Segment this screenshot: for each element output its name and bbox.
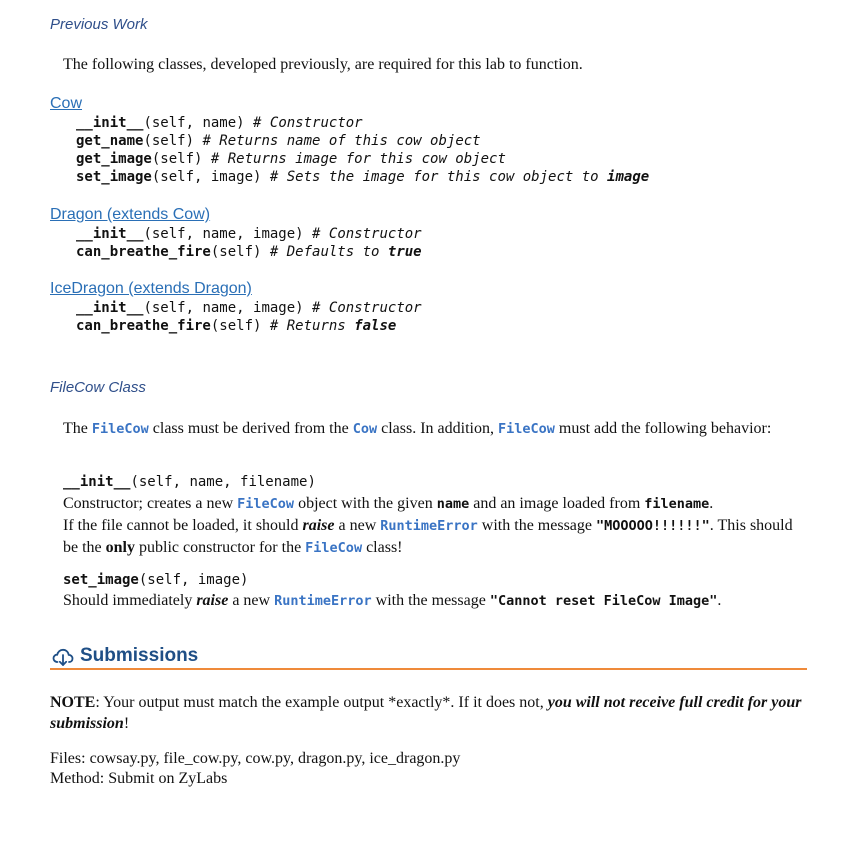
text: must add the following behavior: <box>558 420 772 437</box>
class-title-dragon: Dragon (extends Cow) <box>50 206 211 223</box>
code-cow: Cow <box>352 421 378 437</box>
method-args: (self, name, filename) <box>130 474 316 490</box>
method-name: can_breathe_fire <box>76 244 211 260</box>
text: . <box>709 495 714 512</box>
method-comment: # Constructor <box>312 226 422 242</box>
text: If the file cannot be loaded, it should <box>63 517 299 534</box>
text: and an image loaded from <box>473 495 641 512</box>
submissions-heading: Submissions <box>80 645 199 666</box>
method-args: (self, image) <box>138 572 249 588</box>
filecow-intro-paragraph <box>63 418 807 440</box>
method-comment: # Returns name of this cow object <box>202 133 481 149</box>
method-args: (self) <box>143 133 195 149</box>
method-comment: # Returns image for this cow object <box>210 151 506 167</box>
code-name: name <box>436 496 470 512</box>
code-filecow: FileCow <box>305 540 363 556</box>
set-image-signature <box>63 572 248 588</box>
emphasis-raise: raise <box>302 517 335 534</box>
emphasis-warning: you will not receive full credit for your submission <box>50 694 802 732</box>
cow-set-image-line <box>76 168 649 186</box>
code-filename: filename <box>644 496 710 512</box>
method-name: get_name <box>76 133 144 149</box>
text: ! <box>123 715 130 732</box>
text: . This should be the <box>63 517 793 556</box>
text: : Your output must match the example output *exactly*. If it does not, <box>95 694 544 711</box>
code-runtimeerror: RuntimeError <box>380 518 478 534</box>
method-name: can_breathe_fire <box>76 318 211 334</box>
text: class. In addition, <box>381 420 494 437</box>
method-args: (self, name, image) <box>143 300 304 316</box>
method-name: get_image <box>76 151 152 167</box>
text: . <box>717 592 722 609</box>
emphasis-raise: raise <box>196 592 229 609</box>
method-name: set_image <box>76 169 152 185</box>
method-comment: # Constructor <box>312 300 422 316</box>
submission-files: Files: cowsay.py, file_cow.py, cow.py, dragon.py, ice_dragon.py <box>50 750 461 767</box>
method-comment: # Sets the image for this cow object to <box>269 169 599 185</box>
note-paragraph <box>50 692 807 734</box>
previous-work-heading: Previous Work <box>50 16 148 33</box>
cow-get-image-line <box>76 150 506 168</box>
text: class! <box>366 539 403 556</box>
text: Should immediately <box>63 592 193 609</box>
method-args: (self, image) <box>151 169 262 185</box>
method-comment: # Constructor <box>253 115 363 131</box>
init-signature <box>63 474 316 490</box>
code-message: "MOOOOO!!!!!!" <box>596 518 710 534</box>
download-cloud-icon <box>52 646 74 668</box>
method-name: __init__ <box>63 474 131 490</box>
method-comment-emphasis: image <box>607 169 650 185</box>
text: Constructor; creates a new <box>63 495 234 512</box>
method-name: __init__ <box>76 115 144 131</box>
text: with the message <box>481 517 592 534</box>
text: The <box>63 420 88 437</box>
method-args: (self, name, image) <box>143 226 304 242</box>
icedragon-breathe-line <box>76 317 396 335</box>
method-name: __init__ <box>76 300 144 316</box>
init-description <box>63 493 807 559</box>
emphasis-only: only <box>105 539 135 556</box>
cow-init-line <box>76 114 363 132</box>
code-filecow: FileCow <box>91 421 149 437</box>
method-name: set_image <box>63 572 139 588</box>
method-name: __init__ <box>76 226 144 242</box>
previous-work-intro: The following classes, developed previously, are required for this lab to function. <box>63 56 583 73</box>
submission-method: Method: Submit on ZyLabs <box>50 770 228 787</box>
dragon-init-line <box>76 225 422 243</box>
text: class must be derived from the <box>152 420 349 437</box>
dragon-breathe-line <box>76 243 422 261</box>
set-image-description <box>63 592 721 610</box>
code-message: "Cannot reset FileCow Image" <box>489 593 718 609</box>
method-comment-emphasis: false <box>354 318 397 334</box>
cow-get-name-line <box>76 132 481 150</box>
class-title-cow: Cow <box>50 95 83 112</box>
text: a new <box>232 592 271 609</box>
note-label: NOTE <box>50 694 96 711</box>
method-args: (self, name) <box>143 115 245 131</box>
text: public constructor for the <box>139 539 302 556</box>
method-args: (self) <box>210 244 262 260</box>
filecow-heading: FileCow Class <box>50 379 146 396</box>
code-runtimeerror: RuntimeError <box>274 593 372 609</box>
code-filecow: FileCow <box>237 496 295 512</box>
text: with the message <box>375 592 486 609</box>
method-comment-emphasis: true <box>387 244 422 260</box>
text: a new <box>338 517 377 534</box>
icedragon-init-line <box>76 299 422 317</box>
text: object with the given <box>298 495 433 512</box>
submissions-divider <box>50 668 807 670</box>
method-args: (self) <box>210 318 262 334</box>
class-title-icedragon: IceDragon (extends Dragon) <box>50 280 252 297</box>
method-comment: # Returns <box>269 318 346 334</box>
code-filecow: FileCow <box>498 421 555 437</box>
method-comment: # Defaults to <box>269 244 380 260</box>
method-args: (self) <box>151 151 203 167</box>
